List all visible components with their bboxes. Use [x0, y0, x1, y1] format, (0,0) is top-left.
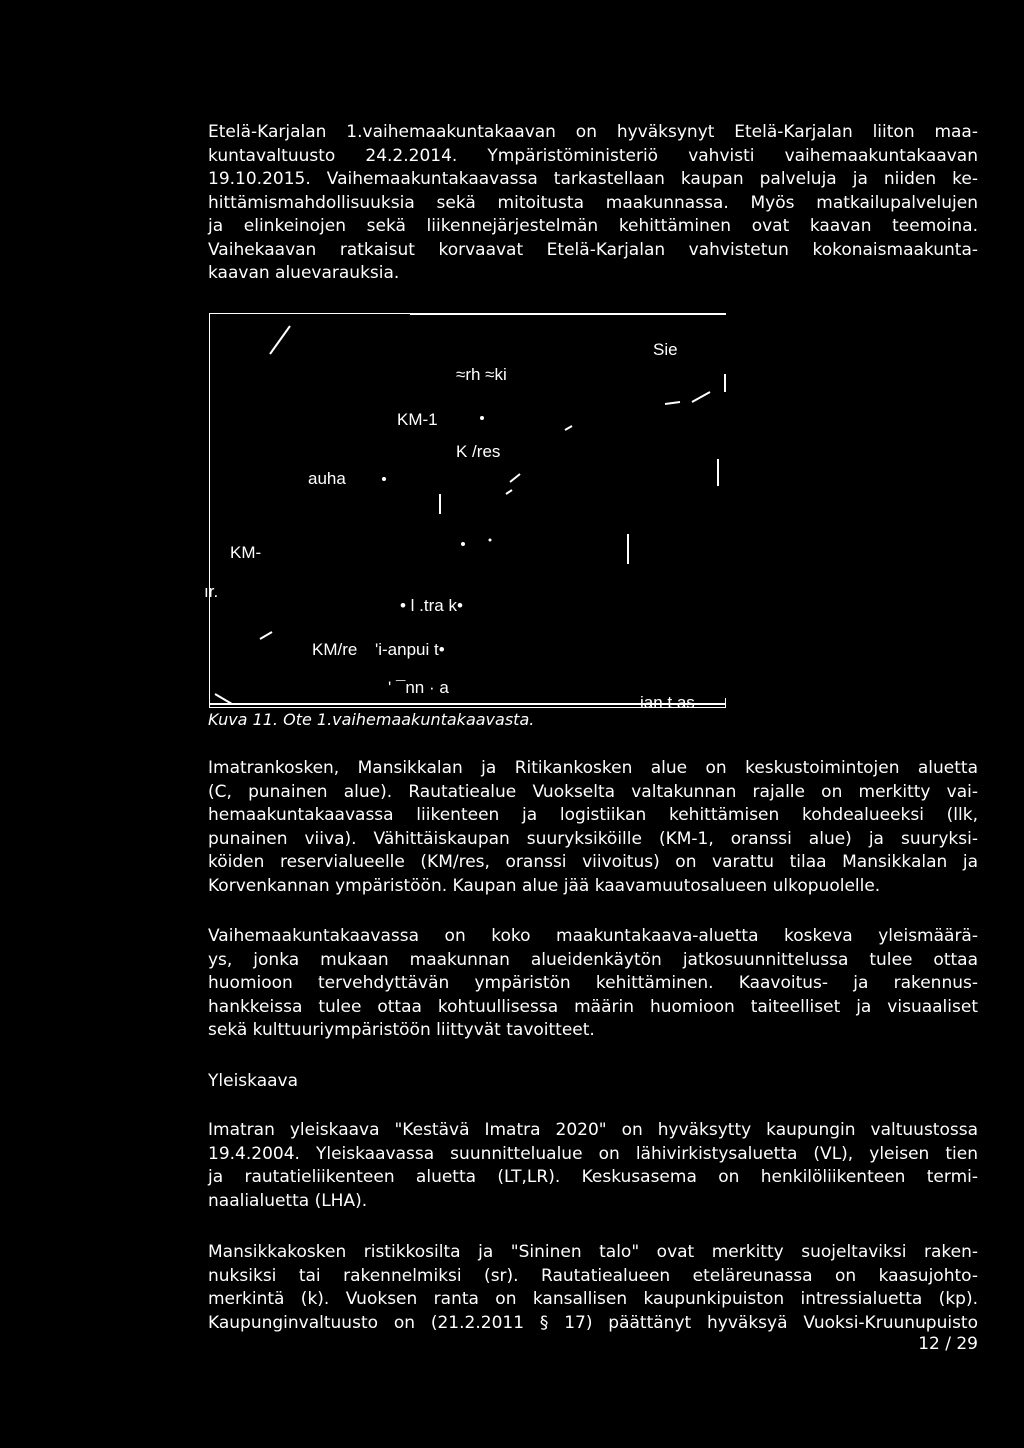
text-line: Mansikkakosken ristikkosilta ja "Sininen talo" ovat merkitty suojeltaviksi raken-	[208, 1242, 978, 1262]
page-number: 12 / 29	[918, 1334, 978, 1354]
map-label: KM/re	[312, 640, 358, 659]
text-line: nuksiksi tai rakennelmiksi (sr). Rautatiealueen eteläreunassa on kaasujohto-	[208, 1265, 978, 1286]
map-label: Sie	[653, 340, 678, 359]
map-label: KM-1	[397, 410, 438, 429]
paragraph	[208, 1119, 978, 1213]
map-stroke	[510, 474, 520, 482]
map-stroke	[565, 426, 572, 430]
text-line: kuntavaltuusto 24.2.2014. Ympäristöministeriö vahvisti vaihemaakuntakaavan	[208, 145, 978, 166]
text-line: kaavan aluevarauksia.	[208, 263, 400, 283]
map-label: ır.	[204, 582, 219, 601]
map-dot	[489, 539, 492, 542]
text-line: hankkeissa tulee ottaa kohtuullisessa määrin huomioon taiteelliset ja visuaaliset	[208, 996, 978, 1017]
text-line: sekä kulttuuriympäristöön liittyvät tavoitteet.	[208, 1020, 595, 1040]
map-label: KM-	[230, 543, 262, 562]
paragraph	[208, 925, 978, 1043]
text-line: 19.4.2004. Yleiskaavassa suunnittelualue on lähivirkistysaluetta (VL), yleisen tien	[208, 1143, 978, 1164]
text-line: Imatran yleiskaava "Kestävä Imatra 2020" on hyväksytty kaupungin valtuustossa	[208, 1120, 978, 1140]
map-label: K /res	[456, 442, 501, 461]
map-dot	[461, 542, 465, 546]
map-stroke	[260, 632, 272, 639]
figure-caption: Kuva 11. Ote 1.vaihemaakuntakaavasta.	[208, 710, 535, 729]
map-stroke	[692, 392, 710, 402]
map-label: auha	[308, 469, 346, 488]
intro-paragraph	[208, 121, 978, 286]
map-stroke	[665, 402, 680, 404]
text-line: 19.10.2015. Vaihemaakuntakaavassa tarkastellaan kaupan palveluja ja niiden ke-	[208, 169, 978, 189]
text-line: Imatrankosken, Mansikkalan ja Ritikankosken alue on keskustoimintojen aluetta	[208, 758, 978, 778]
paragraph	[208, 1241, 978, 1335]
map-excerpt	[204, 313, 726, 712]
paragraph	[208, 757, 978, 898]
text-line: ys, jonka mukaan maakunnan alueidenkäytön jatkosuunnittelussa tulee ottaa	[208, 949, 978, 970]
text-line: punainen viiva). Vähittäiskaupan suuryksiköille (KM-1, oranssi alue) ja suuryksi-	[208, 828, 978, 849]
section-heading: Yleiskaava	[208, 1071, 299, 1091]
text-line: Kaupunginvaltuusto on (21.2.2011 § 17) päättänyt hyväksyä Vuoksi-Kruunupuisto	[208, 1312, 978, 1333]
text-line: Etelä-Karjalan 1.vaihemaakuntakaavan on hyväksynyt Etelä-Karjalan liiton maa-	[208, 122, 978, 142]
map-label: ' ¯nn · a	[388, 678, 449, 697]
map-stroke	[215, 694, 232, 704]
map-label: ian t as	[640, 693, 695, 712]
text-line: (C, punainen alue). Rautatiealue Vuokselta valtakunnan rajalle on merkitty vai-	[208, 781, 978, 802]
text-line: merkintä (k). Vuoksen ranta on kansallisen kaupunkipuiston intressialuetta (kp).	[208, 1289, 978, 1309]
map-dot	[480, 416, 484, 420]
map-label: • l .tra k•	[400, 596, 463, 615]
text-line: ja elinkeinojen sekä liikennejärjestelmän kehittäminen ovat kaavan teemoina.	[208, 216, 978, 236]
text-line: köiden reservialueelle (KM/res, oranssi viivoitus) on varattu tilaa Mansikkalan ja	[208, 852, 978, 872]
map-label: 'i-anpui t•	[375, 640, 445, 659]
text-line: naalialuetta (LHA).	[208, 1190, 368, 1211]
text-line: ja rautatieliikenteen aluetta (LT,LR). Keskusasema on henkilöliikenteen termi-	[208, 1167, 978, 1187]
text-line: huomioon tervehdyttävän ympäristön kehittäminen. Kaavoitus- ja rakennus-	[208, 973, 978, 993]
text-line: hemaakuntakaavassa liikenteen ja logistiikan kehittämisen kohdealueeksi (llk,	[208, 805, 978, 825]
map-stroke	[270, 326, 290, 354]
text-line: Vaihemaakuntakaavassa on koko maakuntakaava-aluetta koskeva yleismäärä-	[208, 926, 978, 946]
text-line: Korvenkannan ympäristöön. Kaupan alue jää kaavamuutosalueen ulkopuolelle.	[208, 875, 881, 896]
text-line: Vaihekaavan ratkaisut korvaavat Etelä-Karjalan vahvistetun kokonaismaakunta-	[208, 239, 978, 260]
map-dot	[382, 477, 386, 481]
map-label: ≈rh ≈ki	[456, 365, 507, 384]
text-line: hittämismahdollisuuksia sekä mitoitusta maakunnassa. Myös matkailupalvelujen	[208, 192, 978, 213]
map-stroke	[506, 490, 512, 494]
